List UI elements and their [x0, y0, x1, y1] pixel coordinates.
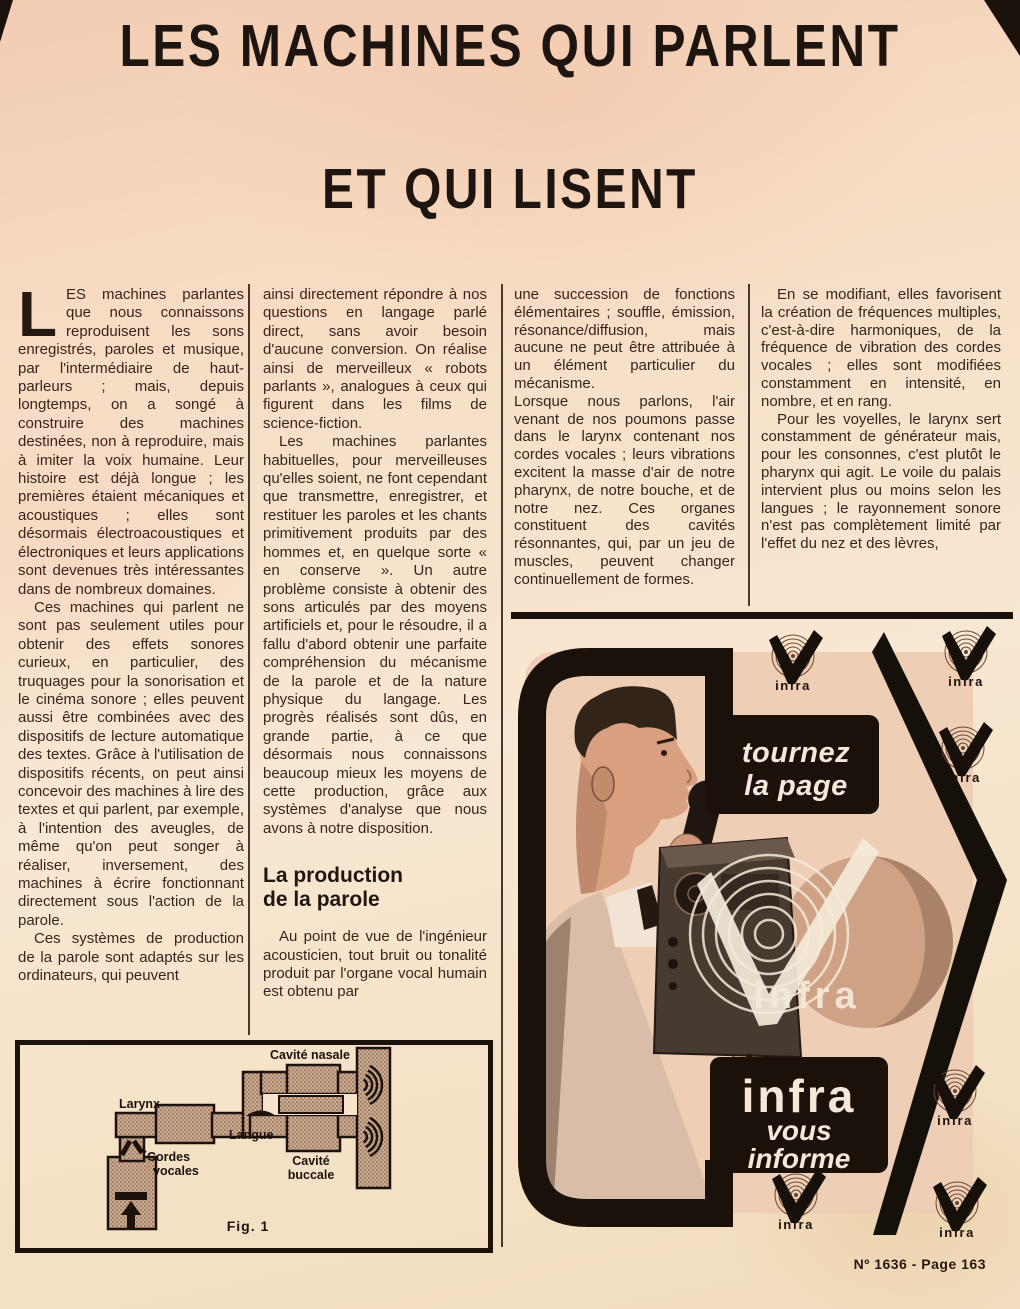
article-column-3	[514, 286, 735, 589]
infra-logo-text: infra	[939, 1225, 975, 1240]
vocal-tract-diagram	[20, 1045, 488, 1248]
column-rule-3	[748, 284, 750, 606]
paragraph: ainsi directement répondre à nos questions en langage parlé direct, sans avoir besoin d'aucune conversion. On réalise ainsi de merveilleux « robots parlants », analogues à ceux qui figurent dans les films de science-fiction.	[263, 286, 487, 432]
machine-panel	[721, 874, 779, 910]
page-subtitle: ET QUI LISENT	[322, 157, 698, 221]
box-informe-text: informe	[747, 1143, 851, 1174]
scan-corner-artifact-left	[0, 0, 13, 42]
infra-logo	[942, 626, 996, 689]
man-eye	[661, 750, 667, 756]
paragraph: Au point de vue de l'ingénieur acousticien, tout bruit ou tonalité produit par l'organe vocal humain est obtenu par	[263, 928, 487, 1001]
infra-advertisement	[511, 612, 1013, 1247]
infra-logo	[931, 1065, 985, 1128]
infra-logo-text: infra	[937, 1113, 973, 1128]
section-heading-line2: de la parole	[263, 888, 380, 912]
infra-ad-art	[511, 612, 1013, 1247]
palate-island	[279, 1096, 343, 1113]
label-larynx: Larynx	[119, 1097, 160, 1111]
infra-logo-text: infra	[778, 1217, 814, 1232]
label-langue: Langue	[229, 1128, 274, 1142]
machine-brand-text: infra	[753, 975, 861, 1017]
section-heading-line1: La production	[263, 864, 403, 888]
paragraph: Lorsque nous parlons, l'air venant de nos poumons passe dans le larynx contenant nos cordes vocales ; leurs vibrations excitent la masse d'air de notre pharynx, de notre bouche, et de notre nez. Ces organes constituent des cavités résonnantes, qui, par un jeu de muscles, peuvent changer continuellement de formes.	[514, 392, 735, 588]
infra-logo-text: infra	[948, 674, 984, 689]
tournez-line1: tournez	[741, 737, 851, 769]
page-reference: Nº 1636 - Page 163	[853, 1256, 986, 1272]
paragraph: une succession de fonctions élémentaires ; souffle, émission, résonance/diffusion, mais aucune ne peut être attribuée à un élément particulier du mécanisme.	[514, 286, 735, 392]
box-brand-text: infra	[741, 1070, 857, 1122]
infra-logo	[933, 1177, 987, 1240]
paragraph	[18, 278, 244, 599]
paragraph: Pour les voyelles, le larynx sert constamment de générateur mais, pour les consonnes, c'est plutôt le pharynx qui agit. Le voile du palais intervient plus ou moins selon les langues ; le rayonnement sonore n'est pas complètement limité par l'effet du nez et des lèvres,	[761, 410, 1001, 553]
paragraph: Les machines parlantes habituelles, pour merveilleuses qu'elles soient, ne font cependant que transmettre, enregistrer, et restituer les paroles et les chants primitivement produits par des hommes et, en quelque sorte « en conserve ». Un autre problème consiste à obtenir des sons articulés par des moyens artificiels et, pour le résoudre, il a fallu d'abord obtenir une parfaite compréhension du mécanisme de la parole et de la nature physique du langage. Les progrès réalisés sont dûs, en grande partie, à ce que désormais nous connaissons beaucoup mieux les moyens de cette production, grâce aux systèmes d'analyse que nous avons à notre disposition.	[263, 433, 487, 837]
box-vous-text: vous	[766, 1115, 832, 1146]
paragraph: Ces systèmes de production de la parole sont adaptés sur les ordinateurs, qui peuvent	[18, 930, 244, 985]
infra-logo	[939, 722, 993, 785]
machine-knob	[668, 937, 678, 947]
figure-caption: Fig. 1	[226, 1218, 270, 1234]
figure-1-box	[15, 1040, 493, 1253]
article-column-4	[761, 286, 1001, 553]
paragraph: En se modifiant, elles favorisent la création de fréquences multiples, c'est-à-dire harmoniques, de la fréquence de vibration des cordes vocales ; elles sont modifiées constamment en intensité, en nombre, et en rang.	[761, 286, 1001, 410]
paragraph-text: ES machines parlantes que nous connaissons reproduisent les sons enregistrés, paroles et musique, par l'intermédiaire de haut-parleurs ; mais, depuis longtemps, on a songé à construire des machines destinées, non à reproduire, mais à imiter la voix humaine. Leur histoire est déjà longue ; les premières étaient mécaniques et acoustiques ; elles sont désormais électroacoustiques et électroniques et leurs applications sont devenues très intéressantes dans de nombreux domaines.	[18, 286, 244, 598]
article-column-1	[18, 278, 244, 985]
label-cordes: Cordes	[147, 1150, 191, 1164]
section-heading	[263, 864, 487, 912]
infra-logo-text: infra	[775, 678, 811, 693]
label-vocales: vocales	[153, 1164, 199, 1178]
scan-corner-artifact-right	[984, 0, 1020, 56]
ad-top-rule	[511, 612, 1013, 619]
column-rule-1	[248, 284, 250, 1035]
paragraph: Ces machines qui parlent ne sont pas seulement utiles pour obtenir des effets sonores curieux, en particulier, des truquages pour la sonorisation et le cinéma sonore ; elles peuvent aussi être combinées avec des dispositifs de lecture automatique des textes. Grâce à l'utilisation de dispositifs récents, on peut ainsi concevoir des machines à lire des textes et qui parlent, par exemple, à l'intention des aveugles, de même qu'on peut songer à réaliser, inversement, des machines à écrire fonctionnant directement sous l'action de la parole.	[18, 598, 244, 929]
man-ear	[592, 767, 614, 801]
tournez-line2: la page	[744, 770, 848, 802]
machine-knob	[669, 982, 677, 990]
piston-bar	[115, 1192, 147, 1200]
infra-logo-text: infra	[945, 770, 981, 785]
drop-cap: L	[18, 278, 58, 350]
label-cavite-nasale: Cavité nasale	[270, 1048, 350, 1062]
machine-knob	[668, 959, 678, 969]
article-column-2	[263, 286, 487, 1002]
column-rule-2	[501, 284, 503, 1247]
page-title: LES MACHINES QUI PARLENT	[119, 13, 901, 79]
label-cavite-buccale-2: buccale	[287, 1168, 335, 1182]
label-cavite-buccale-1: Cavité	[292, 1154, 330, 1168]
